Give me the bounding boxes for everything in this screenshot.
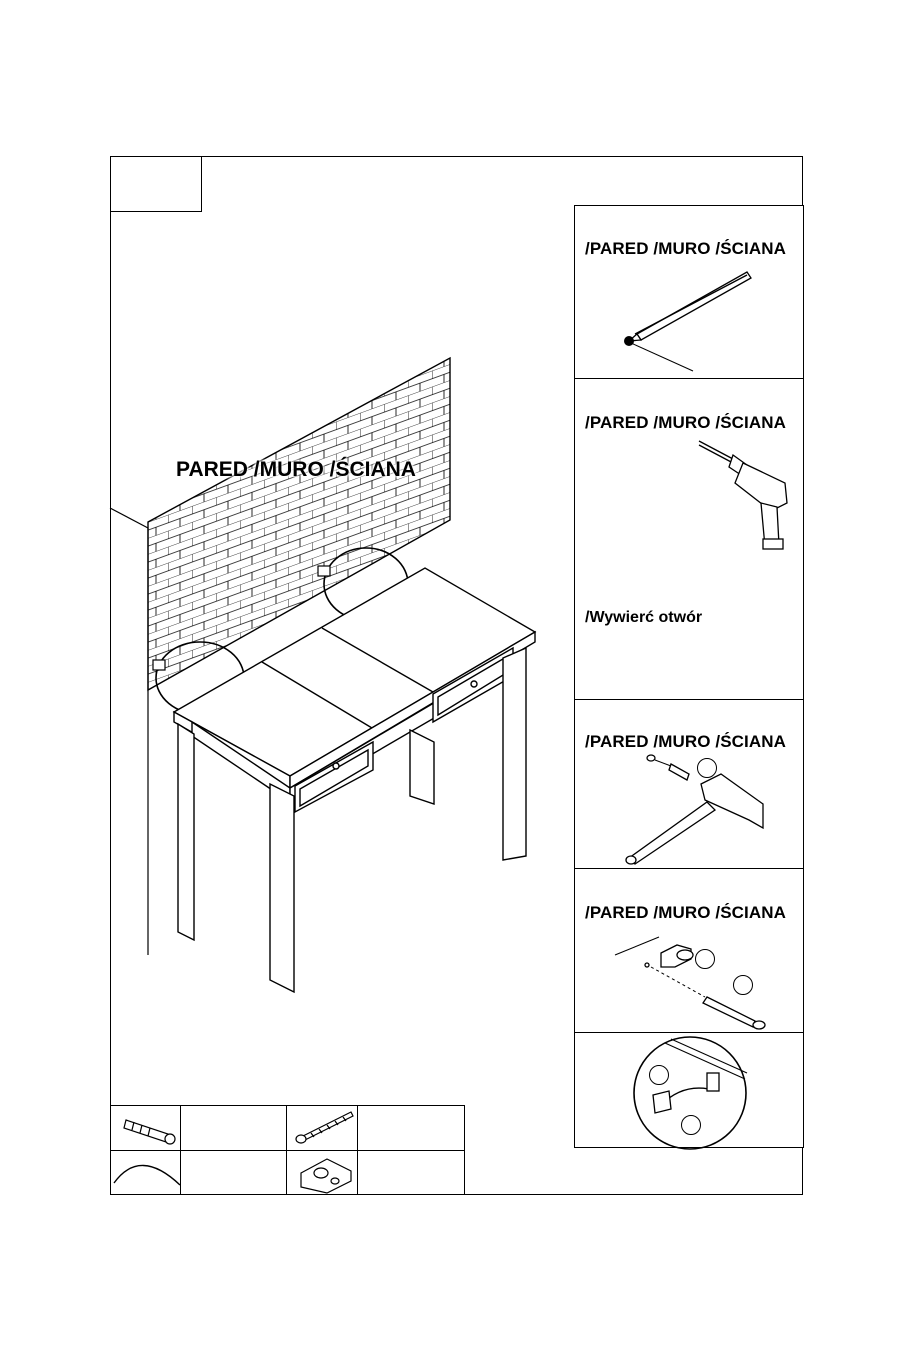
panel-mark-label: /PARED /MURO /ŚCIANA [585, 239, 786, 258]
wall-label-main: PARED /MURO /ŚCIANA [176, 458, 416, 481]
panel-plug-label: /PARED /MURO /ŚCIANA [585, 732, 786, 751]
parts-qty-plug [181, 1105, 287, 1150]
parts-table [110, 1105, 465, 1195]
l-bracket-icon [287, 1151, 358, 1196]
panel-plug [574, 699, 804, 869]
wall-plug-icon [110, 1106, 181, 1151]
panel-drill [574, 378, 804, 700]
panel-detail [574, 1032, 804, 1148]
parts-cell-screw [287, 1105, 358, 1150]
pencil-icon [575, 206, 805, 380]
parts-cell-plug [110, 1105, 181, 1150]
hammer-icon [575, 700, 805, 870]
panel-drill-label: /PARED /MURO /ŚCIANA [585, 413, 786, 432]
parts-qty-bracket [358, 1150, 465, 1195]
strap-icon [110, 1151, 181, 1196]
screw-icon [287, 1106, 358, 1151]
drill-icon [575, 379, 805, 701]
parts-cell-bracket [287, 1150, 358, 1195]
l-bracket-icon [575, 869, 805, 1034]
panel-screw [574, 868, 804, 1033]
panel-mark [574, 205, 804, 379]
detail-zoom-icon [575, 1033, 805, 1149]
panel-screw-label: /PARED /MURO /ŚCIANA [585, 903, 786, 922]
panel-drill-note: /Wywierć otwór [585, 609, 703, 626]
parts-qty-strap [181, 1150, 287, 1195]
parts-qty-screw [358, 1105, 465, 1150]
parts-cell-strap [110, 1150, 181, 1195]
